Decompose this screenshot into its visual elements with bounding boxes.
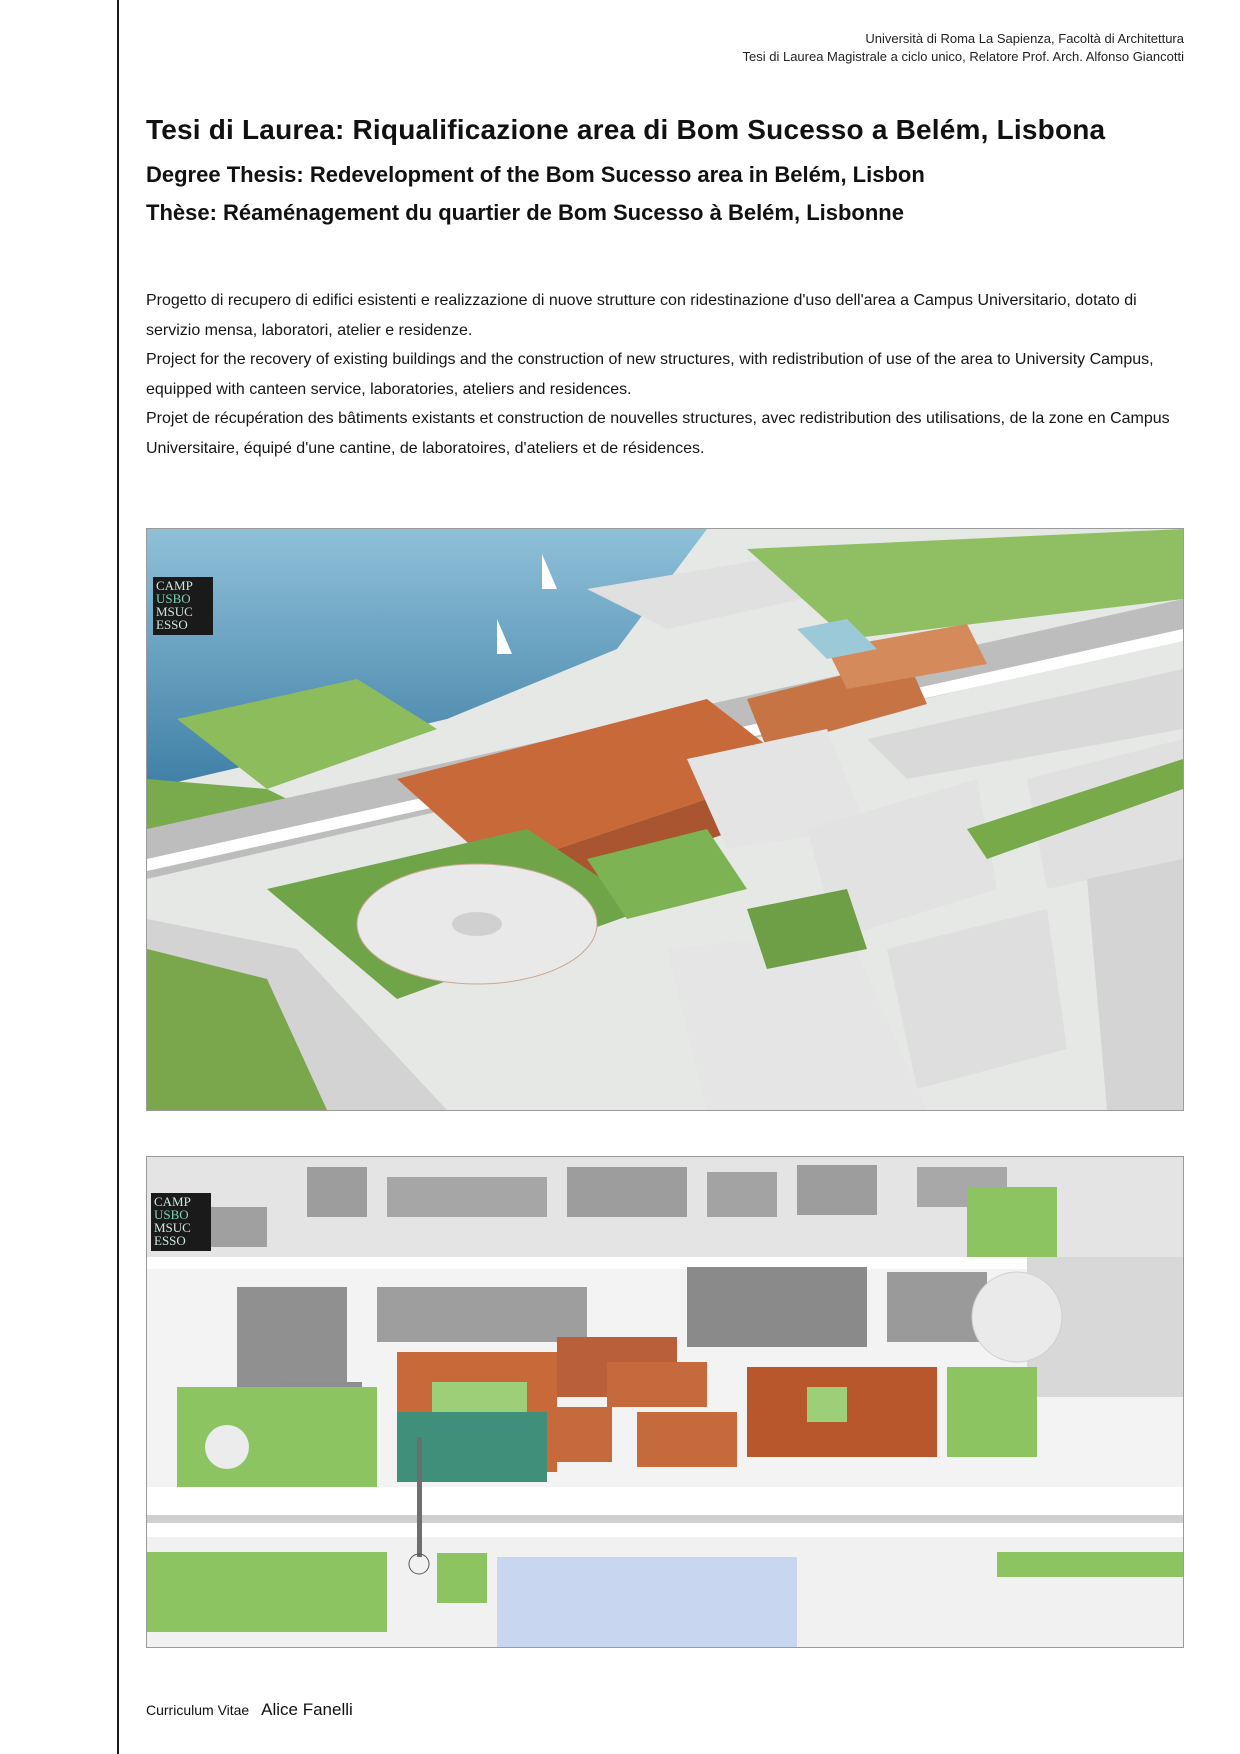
campus-logo-plan [151,1193,211,1251]
plan-logo-line-1: CAMP [154,1194,191,1209]
plan-logo-line-3: MSUC [154,1220,191,1235]
header-thesis-info: Tesi di Laurea Magistrale a ciclo unico, Relatore Prof. Arch. Alfonso Giancotti [742,49,1184,64]
terracotta-block-1 [607,1362,707,1407]
title-block [146,110,1186,232]
plan-logo-line-2: USBO [154,1207,189,1222]
aerial-render-image [146,528,1184,1111]
west-garden [177,1387,377,1487]
title-english: Degree Thesis: Redevelopment of the Bom Sucesso area in Belém, Lisbon [146,162,925,187]
site-plan-drawing [147,1157,1183,1647]
description-english: Project for the recovery of existing buildings and the construction of new structures, with redistribution of use of the area to University Campus, equipped with canteen service, laboratories, ateliers and residences. [146,351,1154,398]
logo-line-4: ESSO [156,617,188,632]
logo-line-2: USBO [156,591,191,606]
page-header [743,30,1185,66]
logo-line-3: MSUC [156,604,193,619]
author-name: Alice Fanelli [261,1700,353,1719]
dock-basin [497,1557,797,1647]
footer-label: Curriculum Vitae [146,1702,250,1718]
page-footer [146,1700,353,1720]
description-french: Projet de récupération des bâtiments existants et construction de nouvelles structures, avec redistribution des utilisations, de la zone en Campus Universitaire, équipé d'une cantine, de laboratoires, d'ateliers et de résidences. [146,410,1170,457]
aerial-render-drawing [147,529,1183,1110]
project-description [146,286,1186,463]
existing-complex [687,1267,867,1347]
existing-building-west [237,1287,347,1387]
title-french: Thèse: Réaménagement du quartier de Bom Sucesso à Belém, Lisbonne [146,200,904,225]
campus-logo [153,577,213,635]
plan-logo-line-4: ESSO [154,1233,186,1248]
description-italian: Progetto di recupero di edifici esistenti e realizzazione di nuove strutture con ridestinazione d'uso dell'area a Campus Universitario, dotato di servizio mensa, laboratori, atelier e residenze. [146,292,1137,339]
site-plan-image [146,1156,1184,1648]
east-garden [947,1367,1037,1457]
east-plaza [972,1272,1062,1362]
avenue [147,1487,1183,1515]
header-university: Università di Roma La Sapienza, Facoltà di Architettura [865,31,1184,46]
title-italian: Tesi di Laurea: Riqualificazione area di Bom Sucesso a Belém, Lisbona [146,114,1106,145]
logo-line-1: CAMP [156,578,193,593]
page-margin-line [117,0,119,1754]
